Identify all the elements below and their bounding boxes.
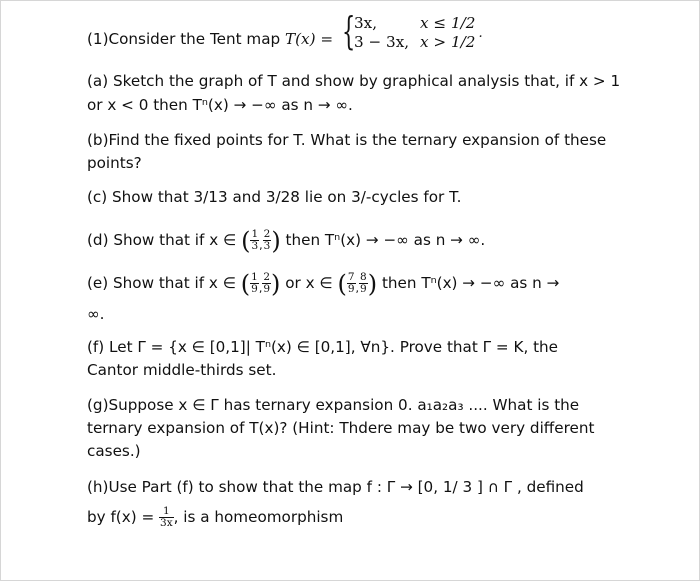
part-e-line-2: ∞.	[87, 305, 105, 323]
part-g-line-2: ternary expansion of T(x)? (Hint: Thdere may be two very different	[87, 419, 595, 437]
problem-intro: (1)Consider the Tent map T(x) =	[87, 30, 334, 48]
part-e-line-1: (e) Show that if x ∈ ( $\frac{1}{9}$ $_,$ $\frac{2}{9}$ ) or x ∈ ( $\frac{7}{9}$ $_,$ $\frac{8}{9}$ ) then Tⁿ(x) → −∞ as n →	[87, 270, 560, 298]
part-h-line-1: (h)Use Part (f) to show that the map f : Γ → [0, 1/ 3 ] ∩ Γ , defined	[87, 478, 584, 496]
part-f-line-1: (f) Let Γ = {x ∈ [0,1]| Tⁿ(x) ∈ [0,1], ∀n}. Prove that Γ = K, the	[87, 338, 559, 356]
part-f-line-2: Cantor middle-thirds set.	[87, 361, 277, 379]
case2-expression: 3 − 3x,	[354, 33, 410, 51]
part-g-line-1: (g)Suppose x ∈ Γ has ternary expansion 0. a₁a₂a₃ .... What is the	[87, 396, 580, 414]
case1-condition: x ≤ 1/2	[420, 14, 476, 32]
part-a-line-1: (a) Sketch the graph of T and show by graphical analysis that, if x > 1	[87, 72, 621, 90]
part-g-line-3: cases.)	[87, 442, 141, 460]
part-b-line-1: (b)Find the fixed points for T. What is the ternary expansion of these	[87, 131, 607, 149]
case1-expression: 3x,	[354, 14, 378, 32]
left-brace: {	[342, 9, 356, 53]
part-h-line-2: by f(x) = $\frac{1}{3x}$ , is a homeomorphism	[87, 505, 344, 529]
part-a-line-2: or x < 0 then Tⁿ(x) → −∞ as n → ∞.	[87, 96, 353, 114]
part-c-line-1: (c) Show that 3/13 and 3/28 lie on 3/-cycles for T.	[87, 188, 462, 206]
part-b-line-2: points?	[87, 154, 142, 172]
part-d-line: (d) Show that if x ∈ ( $\frac{1}{3}$ $_,$ $\frac{2}{3}$ ) then Tⁿ(x) → −∞ as n → ∞.	[87, 227, 486, 255]
case2-condition: x > 1/2˙	[420, 33, 483, 51]
